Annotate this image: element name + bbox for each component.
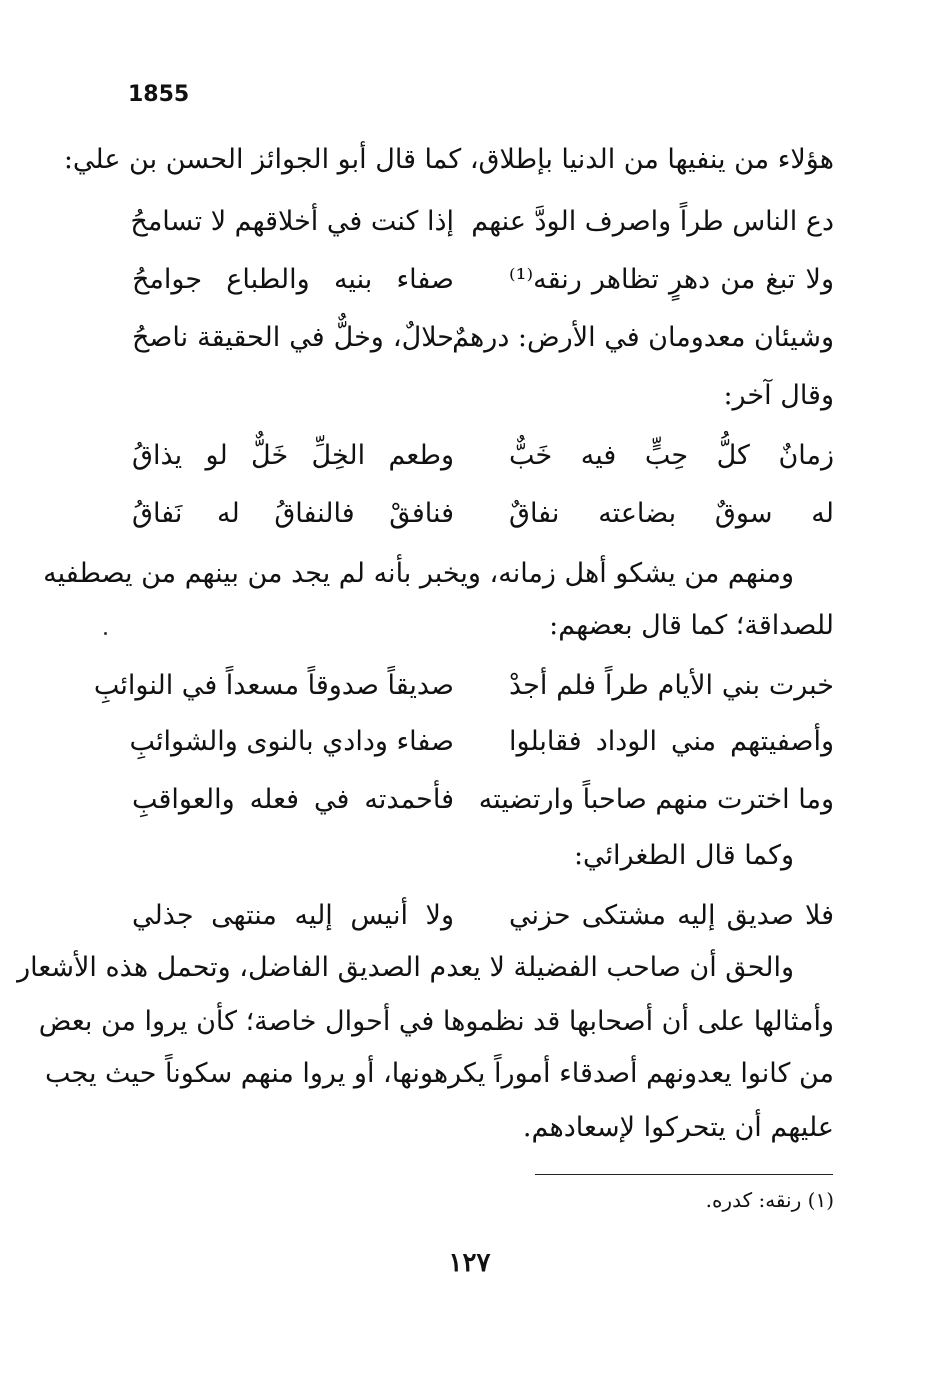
page-speck <box>104 632 107 635</box>
verse-second-hemistich: صديقاً صدوقاً مسعداً في النوائبِ <box>93 670 454 701</box>
verse-first-hemistich: له سوقٌ بضاعته نفاقٌ <box>509 498 834 529</box>
verse-first-hemistich: دع الناس طراً واصرف الودَّ عنهم <box>471 206 834 237</box>
paragraph-line: والحق أن صاحب الفضيلة لا يعدم الصديق الفاضل، وتحمل هذه الأشعار <box>17 952 794 983</box>
verse-first-hemistich: وما اخترت منهم صاحباً وارتضيته <box>478 784 834 815</box>
verse-second-hemistich: إذا كنت في أخلاقهم لا تسامحُ <box>130 206 454 237</box>
verse-second-hemistich: ولا أنيس إليه منتهى جذلي <box>132 900 454 931</box>
verse-second-hemistich: وطعم الخِلِّ خَلٌّ لو يذاقُ <box>132 440 454 471</box>
page-number: ١٢٧ <box>448 1248 491 1278</box>
verse-first-hemistich: فلا صديق إليه مشتكى حزني <box>509 900 834 931</box>
verse-first-hemistich: ولا تبغ من دهرٍ تظاهر رنقه⁽¹⁾ <box>509 264 834 295</box>
verse-first-hemistich: وشيئان معدومان في الأرض: درهمٌ <box>452 322 834 353</box>
intro-line: وقال آخر: <box>723 380 834 411</box>
verse-second-hemistich: حلالٌ، وخلٌّ في الحقيقة ناصحُ <box>132 322 454 353</box>
paragraph-line: من كانوا يعدونهم أصدقاء أموراً يكرهونها، أو يروا منهم سكوناً حيث يجب <box>45 1058 834 1089</box>
footnote-divider <box>535 1174 833 1175</box>
verse-first-hemistich: زمانٌ كلُّ حِبٍّ فيه خَبٌّ <box>509 440 834 471</box>
paragraph-line: عليهم أن يتحركوا لإسعادهم. <box>522 1112 834 1143</box>
intro-line: وكما قال الطغرائي: <box>573 840 794 871</box>
verse-second-hemistich: صفاء بنيه والطباع جوامحُ <box>132 264 454 295</box>
paragraph-line: للصداقة؛ كما قال بعضهم: <box>549 610 834 641</box>
verse-first-hemistich: خبرت بني الأيام طراً فلم أجدْ <box>509 670 834 701</box>
verse-first-hemistich: وأصفيتهم مني الوداد فقابلوا <box>509 726 834 757</box>
verse-second-hemistich: صفاء ودادي بالنوى والشوائبِ <box>129 726 454 757</box>
paragraph-line: وأمثالها على أن أصحابها قد نظموها في أحوال خاصة؛ كأن يروا من بعض <box>38 1006 834 1037</box>
footnote: (١) رنقه: كدره. <box>705 1188 834 1212</box>
page-id: 1855 <box>128 82 190 107</box>
verse-second-hemistich: فأحمدته في فعله والعواقبِ <box>132 784 454 815</box>
verse-second-hemistich: فنافقْ فالنفاقُ له نَفاقُ <box>132 498 454 529</box>
paragraph-line: ومنهم من يشكو أهل زمانه، ويخبر بأنه لم يجد من بينهم من يصطفيه <box>43 558 794 589</box>
intro-line: هؤلاء من ينفيها من الدنيا بإطلاق، كما قال أبو الجوائز الحسن بن علي: <box>63 144 834 175</box>
